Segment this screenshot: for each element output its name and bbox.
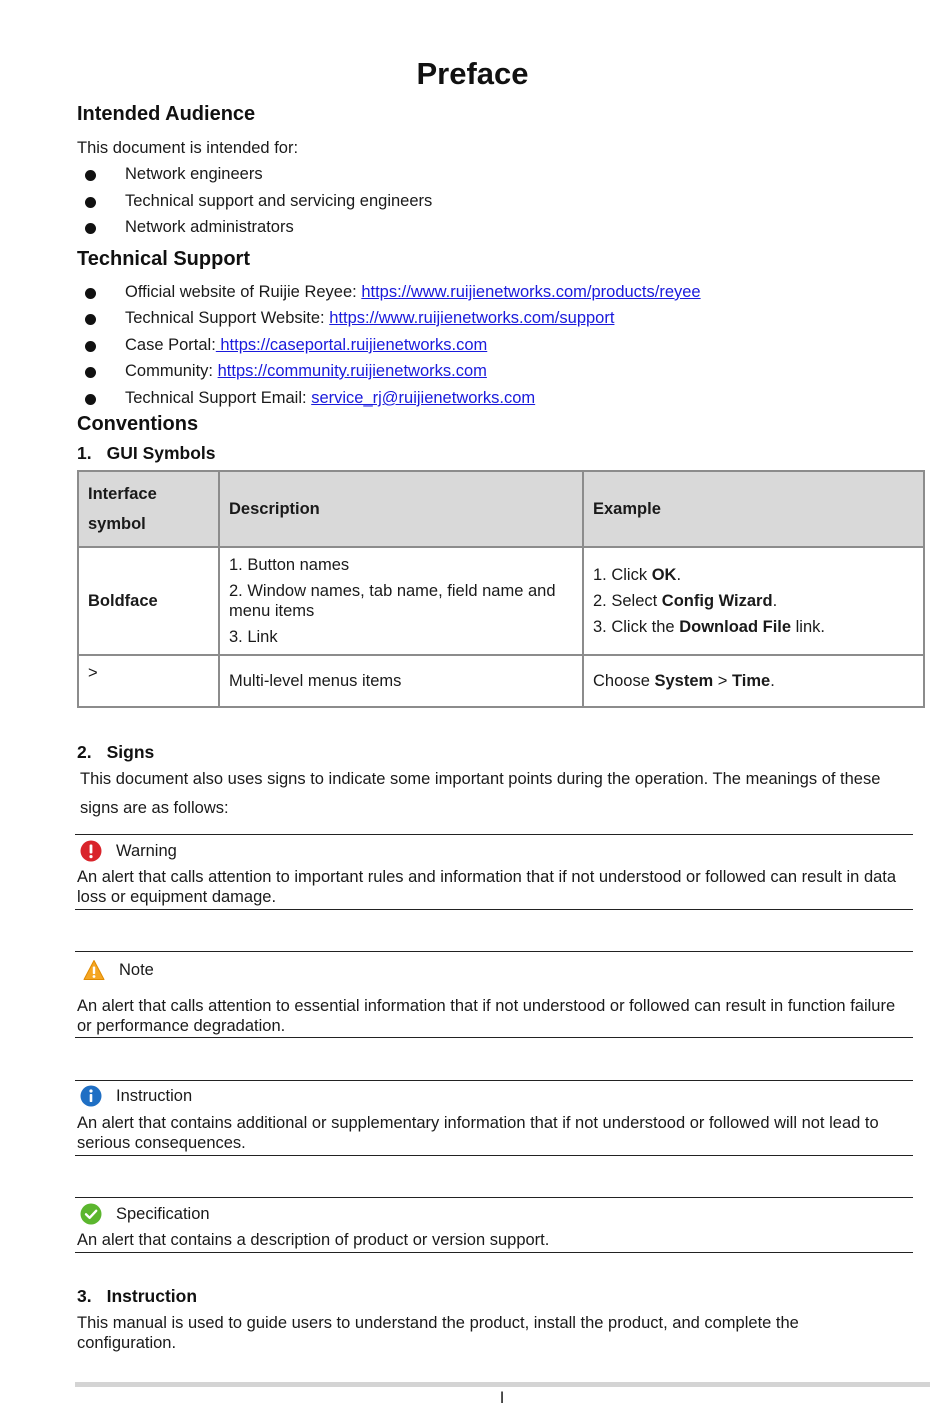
description-line: 3. Link — [229, 628, 278, 646]
support-item — [125, 389, 535, 408]
symbol-cell: Boldface — [78, 547, 219, 655]
table-header-row — [78, 471, 924, 547]
description-cell: Multi-level menus items — [219, 655, 583, 707]
gui-symbols-heading — [77, 443, 216, 464]
page-title: Preface — [416, 56, 529, 91]
intended-audience-heading: Intended Audience — [77, 103, 256, 125]
support-item-label: Technical Support Email: — [125, 389, 312, 407]
bullet-icon — [85, 223, 96, 234]
column-header: Description — [219, 471, 583, 547]
bullet-icon — [85, 288, 96, 299]
check-icon — [80, 1203, 102, 1225]
instruction-heading — [77, 1286, 197, 1307]
audience-item: Technical support and servicing engineers — [125, 192, 433, 210]
instruction-text: This manual is used to guide users to understand the product, install the product, and complete the configuration. — [77, 1314, 799, 1352]
audience-item: Network administrators — [125, 218, 294, 236]
signs-intro-line: This document also uses signs to indicate some important points during the operation. The meanings of these — [80, 770, 881, 788]
support-item — [125, 309, 614, 328]
example-line: 1. Click OK. — [593, 566, 682, 584]
example-line: 3. Click the Download File link. — [593, 618, 825, 636]
bullet-icon — [85, 367, 96, 378]
table-row — [78, 655, 924, 707]
sign-description: An alert that calls attention to important rules and information that if not understood or followed can result in data loss or equipment damage. — [77, 868, 897, 906]
section-number: 2. — [77, 742, 92, 762]
section-title: GUI Symbols — [106, 443, 216, 463]
technical-support-heading: Technical Support — [77, 248, 250, 270]
support-website-link[interactable]: https://www.ruijienetworks.com/support — [329, 309, 615, 327]
support-item-label: Case Portal: — [125, 336, 216, 354]
bullet-icon — [85, 341, 96, 352]
example-cell — [583, 547, 924, 655]
sign-label: Specification — [116, 1204, 210, 1223]
sign-description: An alert that contains additional or supplementary information that if not understood or followed will not lead to serious consequences. — [77, 1114, 879, 1152]
reyee-website-link[interactable]: https://www.ruijienetworks.com/products/reyee — [361, 283, 701, 301]
support-item — [125, 362, 487, 381]
signs-intro-line: signs are as follows: — [80, 799, 229, 817]
support-email-link[interactable]: service_rj@ruijienetworks.com — [311, 389, 536, 407]
footer-divider — [75, 1382, 930, 1387]
caution-triangle-icon — [83, 959, 105, 981]
conventions-heading: Conventions — [77, 413, 199, 435]
support-item — [125, 283, 701, 302]
column-header: Interface symbol — [78, 471, 219, 547]
note-sign-box — [75, 951, 913, 1038]
section-title: Signs — [106, 742, 155, 762]
warning-icon — [80, 840, 102, 862]
warning-sign-box — [75, 834, 913, 910]
support-item-label: Community: — [125, 362, 218, 380]
info-icon — [80, 1085, 102, 1107]
audience-intro: This document is intended for: — [77, 139, 299, 157]
gui-symbols-table — [77, 470, 925, 708]
community-link[interactable]: https://community.ruijienetworks.com — [217, 362, 487, 380]
table-row — [78, 547, 924, 655]
bullet-icon — [85, 170, 96, 181]
support-item — [125, 336, 487, 355]
description-line: 2. Window names, tab name, field name and menu items — [229, 582, 556, 620]
bullet-icon — [85, 394, 96, 405]
sign-label: Warning — [116, 841, 177, 860]
instruction-sign-box — [75, 1080, 913, 1156]
bullet-icon — [85, 197, 96, 208]
support-item-label: Technical Support Website: — [125, 309, 330, 327]
page-number: I — [499, 1389, 505, 1407]
bullet-icon — [85, 314, 96, 325]
description-line: 1. Button names — [229, 556, 350, 574]
sign-description: An alert that calls attention to essential information that if not understood or followed can result in function failure or performance degradation. — [77, 997, 896, 1035]
sign-label: Instruction — [116, 1086, 193, 1105]
section-number: 1. — [77, 443, 92, 463]
sign-label: Note — [119, 960, 154, 979]
case-portal-link[interactable]: https://caseportal.ruijienetworks.com — [215, 336, 488, 354]
specification-sign-box — [75, 1197, 913, 1253]
sign-description: An alert that contains a description of product or version support. — [77, 1231, 550, 1249]
support-item-label: Official website of Ruijie Reyee: — [125, 283, 362, 301]
column-header: Example — [583, 471, 924, 547]
example-line: 2. Select Config Wizard. — [593, 592, 778, 610]
description-cell — [219, 547, 583, 655]
section-title: Instruction — [106, 1286, 198, 1306]
symbol-cell: > — [78, 655, 219, 707]
signs-heading — [77, 742, 154, 763]
audience-item: Network engineers — [125, 165, 263, 183]
example-cell: Choose System > Time. — [583, 655, 924, 707]
section-number: 3. — [77, 1286, 92, 1306]
